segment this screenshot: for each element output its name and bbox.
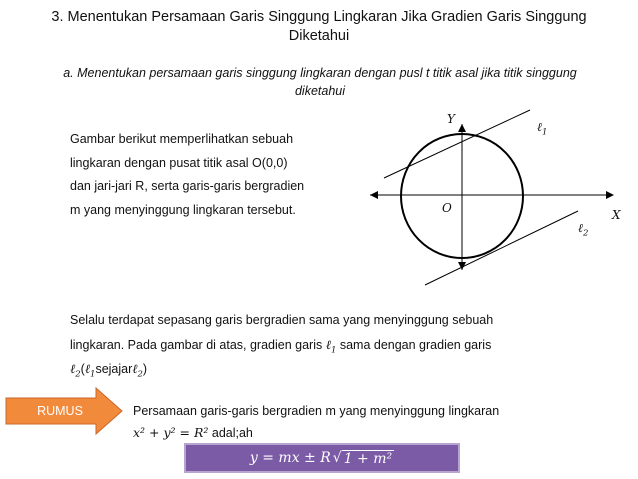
formula-root: 1 + m² (343, 450, 393, 467)
title-line-2: Diketahui (288, 28, 350, 44)
explanation-paragraph (70, 309, 570, 382)
subtitle-line-1: a. Menentukan persamaan garis singgung lingkaran dengan pusl t titik asal jika titik singgung (63, 66, 577, 80)
x-axis-arrow-left (370, 191, 378, 199)
intro-line-4: m yang menyinggung lingkaran tersebut. (70, 202, 296, 217)
tangent-formula-box (184, 443, 460, 473)
line-subscript: 1 (330, 345, 337, 355)
intro-line-1: Gambar berikut memperlihatkan sebuah (70, 132, 294, 146)
sqrt-icon: √ (332, 450, 342, 466)
y-axis-label: Y (447, 112, 455, 126)
rumus-label: RUMUS (37, 404, 83, 418)
line-1-symbol: ℓ (537, 120, 542, 134)
tangent-line-1 (384, 110, 530, 178)
para-line-2-text: lingkaran. Pada gambar di atas, gradien garis (70, 337, 326, 352)
x-axis-label: X (612, 208, 621, 222)
formula-left: y = mx ± R (249, 450, 331, 466)
circle-equation: x² + y² = R² (133, 425, 209, 440)
line-symbol: ℓ (325, 336, 331, 352)
origin-label: O (442, 201, 452, 215)
x-axis-arrow (606, 191, 614, 199)
intro-line-2: lingkaran dengan pusat titik asal O(0,0) (70, 155, 288, 170)
line-symbol: ℓ (132, 361, 138, 376)
line-2-label (578, 221, 589, 239)
tangent-line-2 (425, 211, 578, 285)
rumus-text (133, 400, 573, 444)
title-line-1: 3. Menentukan Persamaan Garis Singgung Lingkaran Jika Gradien Garis Singgung (51, 9, 587, 25)
line-symbol: ℓ (84, 361, 91, 376)
parallel-word: sejajar (95, 362, 133, 376)
y-axis-arrow (458, 124, 466, 132)
subtitle-line-2: diketahui (294, 84, 346, 98)
line-symbol: ℓ (70, 361, 76, 376)
intro-line-3: dan jari-jari R, serta garis-garis bergradien (70, 179, 305, 193)
para-line-1: Selalu terdapat sepasang garis bergradien sama yang menyinggung sebuah (70, 313, 494, 327)
line-2-subscript: 2 (583, 228, 589, 239)
line-subscript: 2 (75, 369, 81, 380)
line-subscript: 1 (90, 369, 96, 380)
para-line-3 (70, 357, 570, 382)
rumus-suffix: adal;ah (208, 426, 253, 440)
line-subscript: 2 (137, 369, 143, 380)
rumus-line-2 (133, 422, 573, 444)
open-paren: ( (80, 362, 85, 376)
para-line-2 (70, 333, 570, 358)
line-1-label (537, 120, 548, 138)
line-1-subscript: 1 (542, 127, 548, 138)
close-paren: ) (142, 362, 148, 376)
line-2-symbol: ℓ (578, 221, 583, 235)
rumus-line-1: Persamaan garis-garis bergradien m yang menyinggung lingkaran (133, 404, 500, 418)
para-line-2-text-b: sama dengan gradien garis (336, 337, 492, 352)
